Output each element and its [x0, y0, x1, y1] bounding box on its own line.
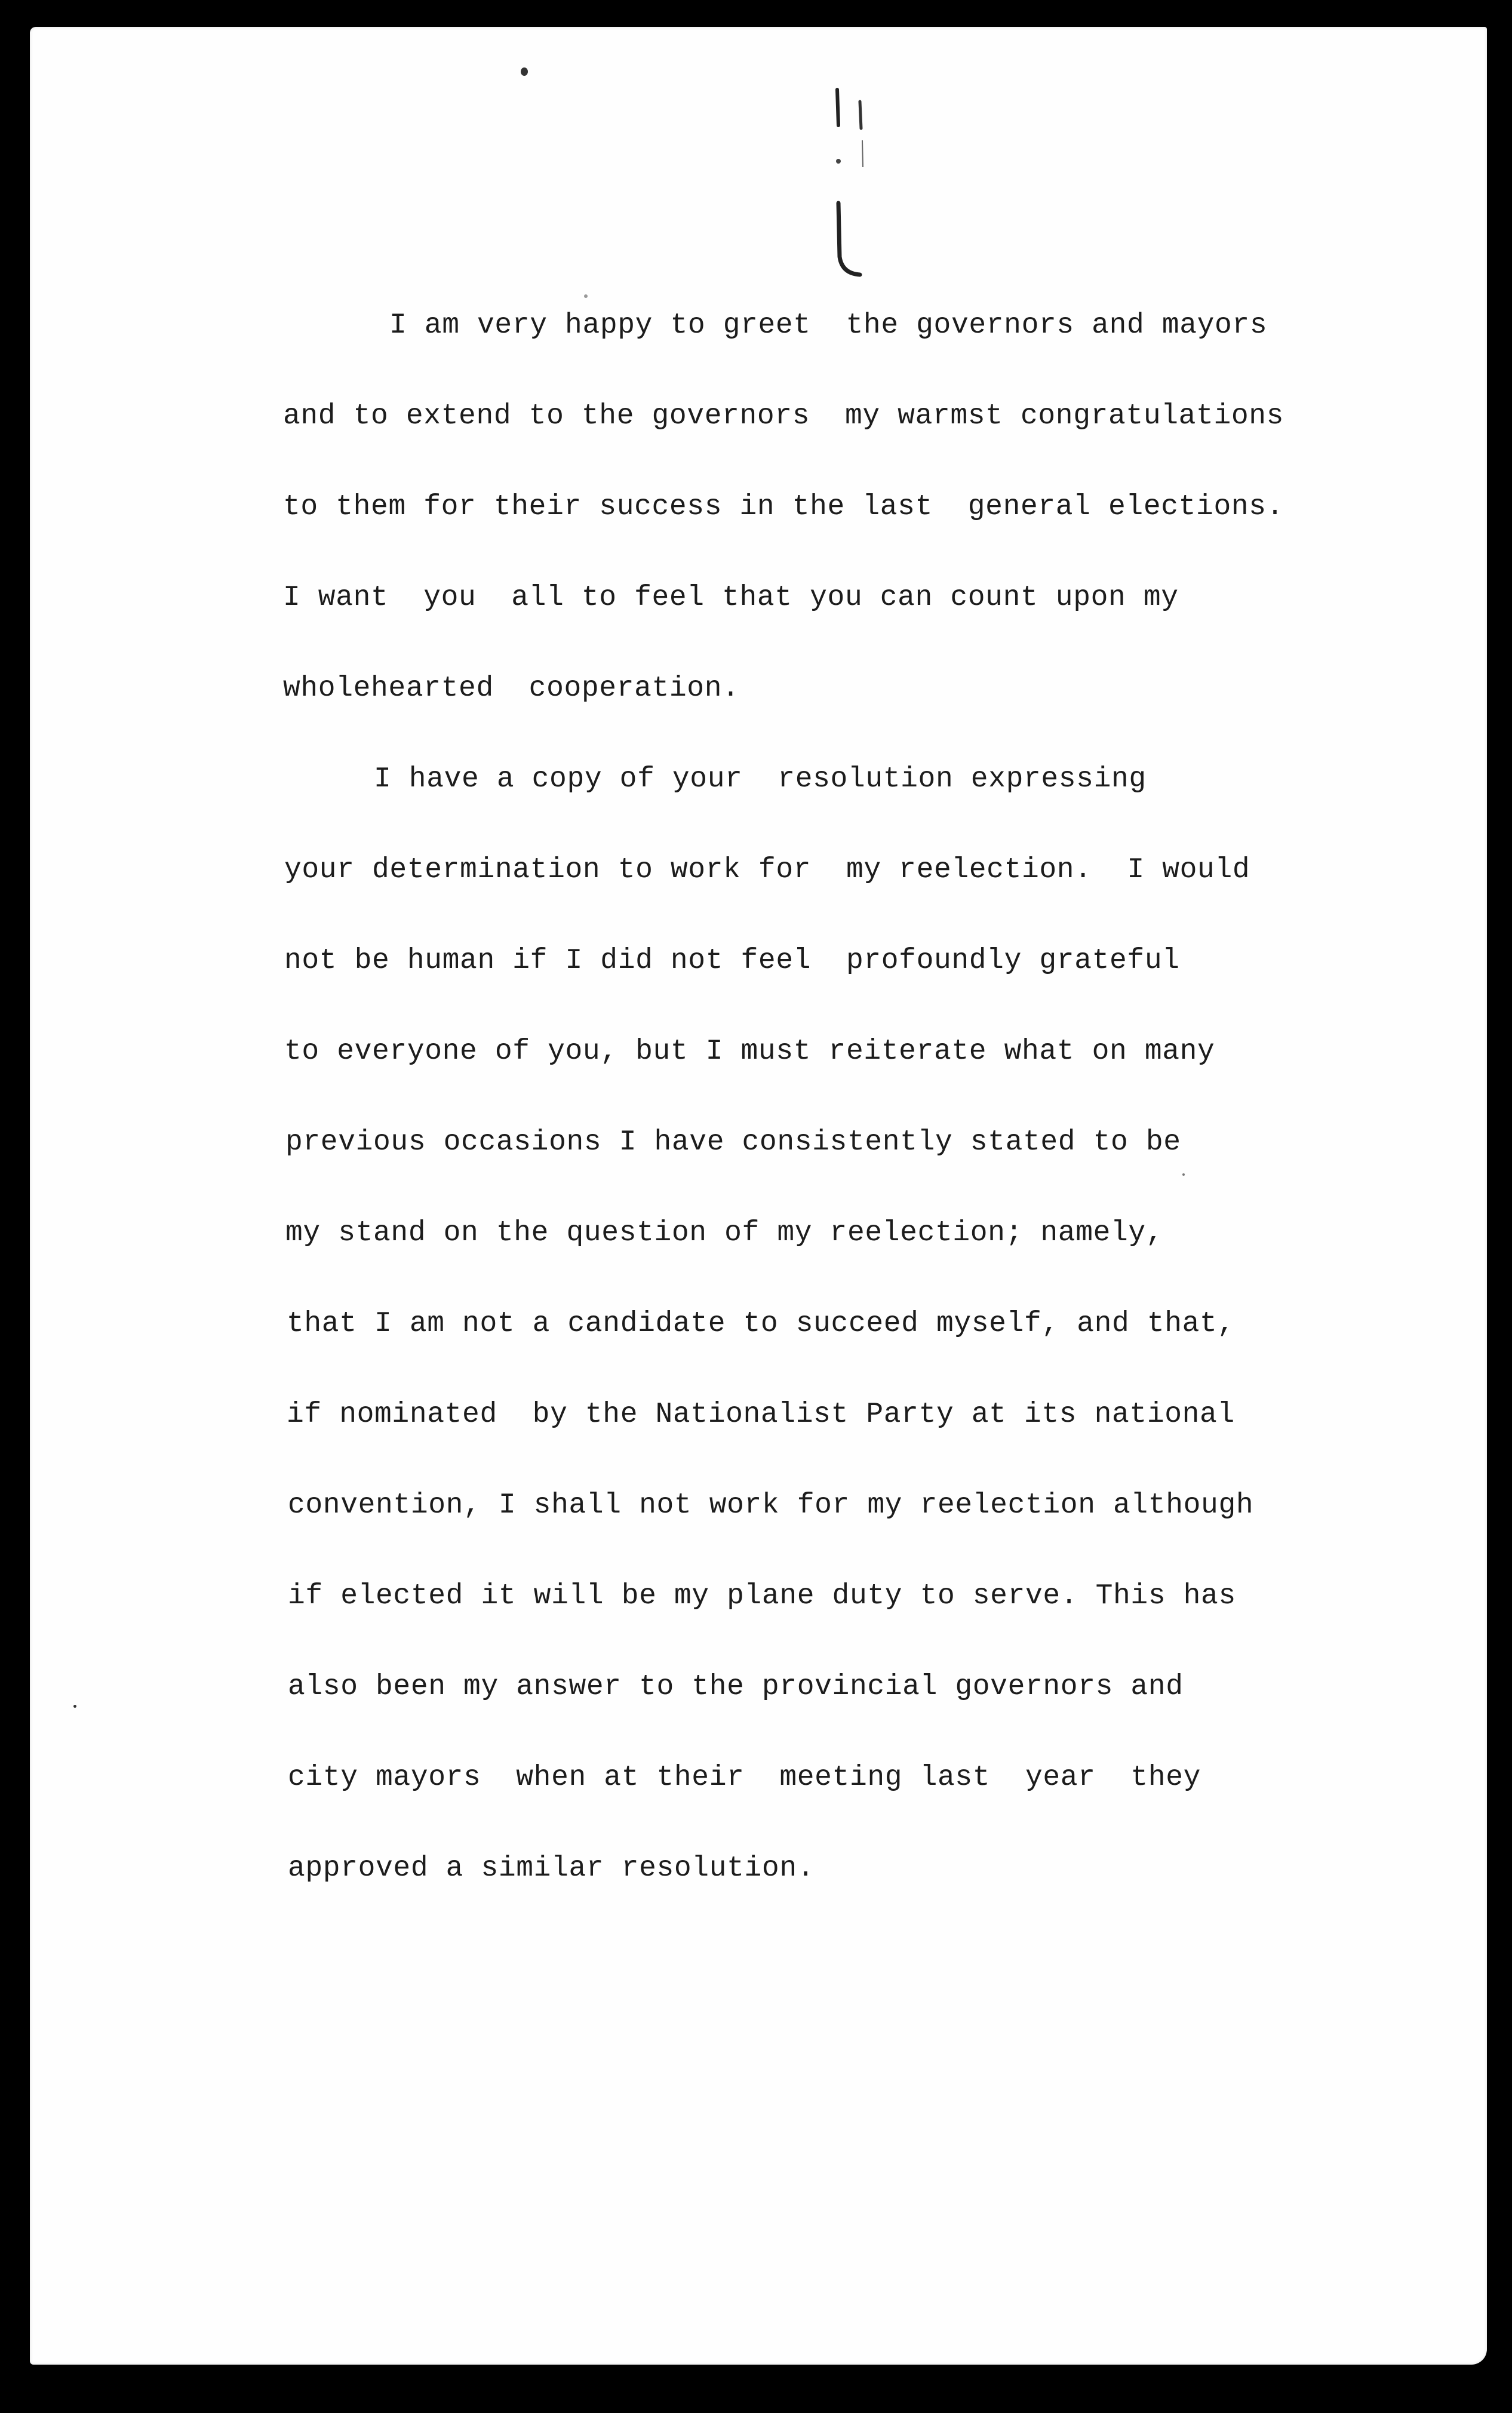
text-line: also been my answer to the provincial governors and: [288, 1671, 1184, 1703]
text-line: I want you all to feel that you can count upon my: [283, 582, 1179, 614]
text-line: if nominated by the Nationalist Party at its national: [287, 1398, 1235, 1431]
text-line: wholehearted cooperation.: [283, 672, 740, 705]
text-line: I am very happy to greet the governors and mayors: [389, 309, 1268, 342]
text-line: to everyone of you, but I must reiterate what on many: [284, 1035, 1215, 1068]
text-line: not be human if I did not feel profoundly grateful: [284, 945, 1180, 977]
text-line: convention, I shall not work for my reelection although: [288, 1489, 1254, 1521]
text-line: previous occasions I have consistently stated to be: [285, 1126, 1181, 1158]
text-line: and to extend to the governors my warmst congratulations: [283, 400, 1284, 432]
typewritten-page: [30, 27, 1487, 2365]
text-line: to them for their success in the last general elections.: [283, 491, 1284, 523]
document-body: [30, 27, 1487, 2365]
text-line: city mayors when at their meeting last year they: [288, 1762, 1201, 1794]
text-line: that I am not a candidate to succeed myself, and that,: [287, 1308, 1235, 1340]
text-line: if elected it will be my plane duty to serve. This has: [288, 1580, 1236, 1612]
text-line: my stand on the question of my reelection; namely,: [285, 1217, 1164, 1249]
text-line: approved a similar resolution.: [288, 1852, 815, 1885]
text-line: your determination to work for my reelection. I would: [284, 854, 1250, 886]
text-line: I have a copy of your resolution expressing: [374, 763, 1147, 795]
